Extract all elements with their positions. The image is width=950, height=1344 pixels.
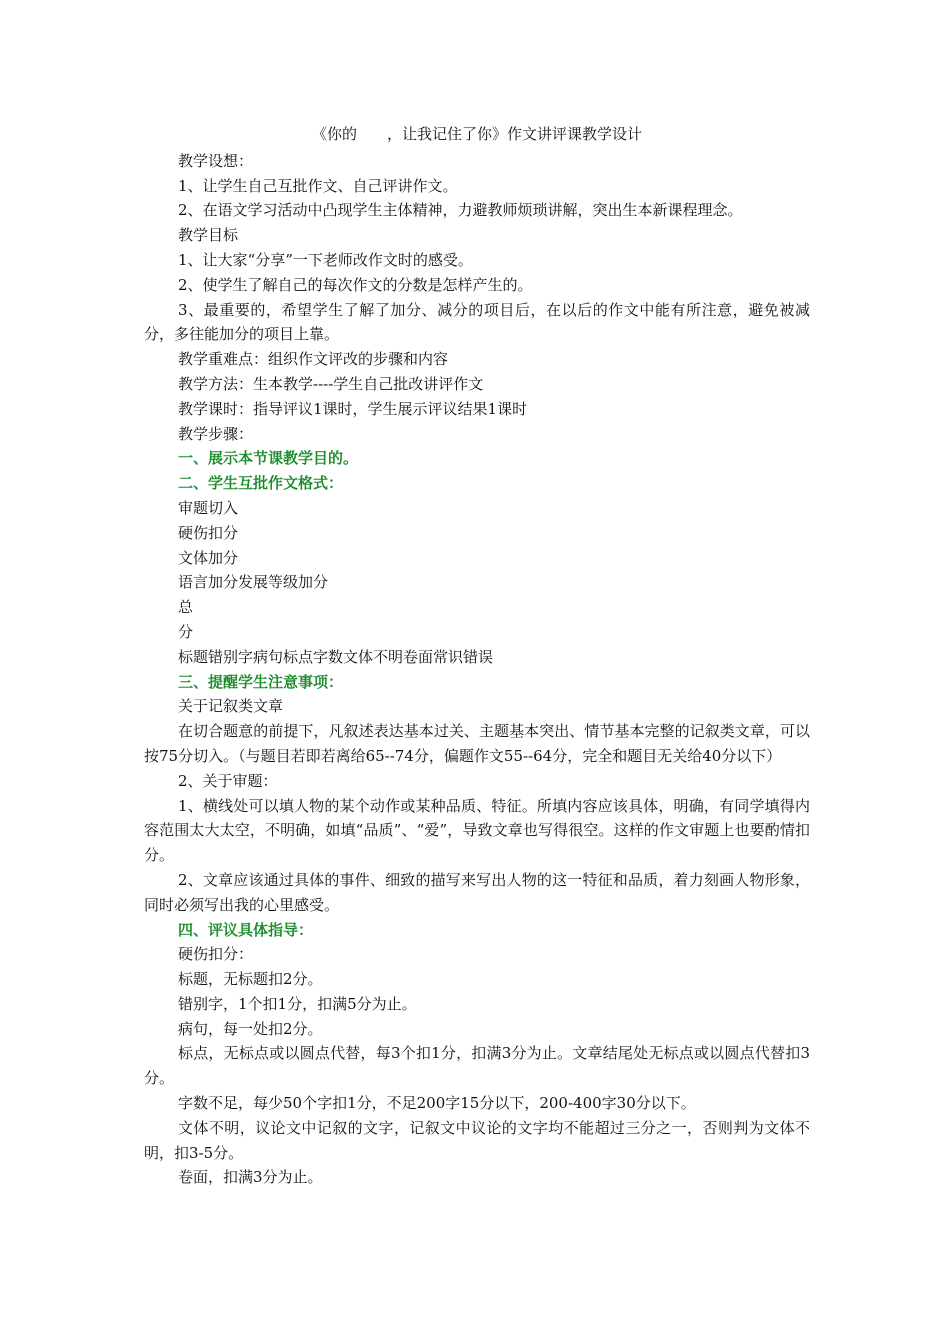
- document-body: [144, 149, 810, 1190]
- paragraph: 教学课时：指导评议1课时，学生展示评议结果1课时: [178, 399, 528, 418]
- paragraph: 2、在语文学习活动中凸现学生主体精神，力避教师烦琐讲解，突出生本新课程理念。: [178, 201, 743, 220]
- paragraph: 教学目标: [178, 226, 239, 245]
- paragraph: 文体不明，议论文中记叙的文字，记叙文中议论的文字均不能超过三分之一，否则判为文体不明，扣3-5分。: [144, 1118, 810, 1162]
- section-heading: 一、展示本节课教学目的。: [178, 449, 359, 468]
- paragraph: 病句，每一处扣2分。: [178, 1019, 323, 1038]
- paragraph: 2、文章应该通过具体的事件、细致的描写来写出人物的这一特征和品质，着力刻画人物形象，同时必须写出我的心里感受。: [144, 870, 810, 914]
- document-page: [144, 122, 810, 1190]
- paragraph: 1、横线处可以填人物的某个动作或某种品质、特征。所填内容应该具体，明确，有同学填得内容范围太大太空，不明确，如填“品质”、“爱”，导致文章也写得很空。这样的作文审题上也要酌情扣分。: [144, 796, 810, 865]
- document-title: 《你的 ，让我记住了你》作文讲评课教学设计: [311, 125, 642, 143]
- paragraph: 2、关于审题：: [178, 771, 278, 790]
- paragraph: 语言加分发展等级加分: [178, 573, 329, 592]
- paragraph: 教学重难点：组织作文评改的步骤和内容: [178, 350, 449, 369]
- section-heading: 四、评议具体指导：: [178, 920, 314, 939]
- paragraph: 字数不足，每少50个字扣1分，不足200字15分以下，200-400字30分以下。: [178, 1094, 696, 1113]
- paragraph: 关于记叙类文章: [178, 697, 284, 716]
- paragraph: 在切合题意的前提下，凡叙述表达基本过关、主题基本突出、情节基本完整的记叙类文章，可以按75分切入。（与题目若即若离给65--74分，偏题作文55--64分，完全和题目无关给40分以下）: [144, 722, 810, 765]
- paragraph: 1、让大家“分享”一下老师改作文时的感受。: [178, 250, 473, 269]
- paragraph: 标点，无标点或以圆点代替，每3个扣1分，扣满3分为止。文章结尾处无标点或以圆点代替扣3分。: [144, 1044, 810, 1088]
- paragraph: 分: [178, 622, 194, 641]
- paragraph: 2、使学生了解自己的每次作文的分数是怎样产生的。: [178, 275, 533, 294]
- paragraph: 3、最重要的，希望学生了解了加分、减分的项目后，在以后的作文中能有所注意，避免被减分，多往能加分的项目上靠。: [144, 300, 810, 344]
- paragraph: 审题切入: [178, 498, 239, 517]
- paragraph: 总: [178, 598, 194, 617]
- paragraph: 卷面，扣满3分为止。: [178, 1168, 323, 1187]
- paragraph: 错别字，1个扣1分，扣满5分为止。: [178, 994, 417, 1013]
- paragraph: 1、让学生自己互批作文、自己评讲作文。: [178, 176, 458, 195]
- paragraph: 硬伤扣分：: [178, 945, 254, 964]
- paragraph: 硬伤扣分: [178, 523, 239, 542]
- paragraph: 教学步骤：: [178, 424, 254, 443]
- paragraph: 教学方法：生本教学----学生自己批改讲评作文: [178, 374, 484, 393]
- paragraph: 文体加分: [178, 548, 239, 567]
- section-heading: 三、提醒学生注意事项：: [178, 672, 344, 691]
- section-heading: 二、学生互批作文格式：: [178, 474, 344, 493]
- paragraph: 标题，无标题扣2分。: [178, 970, 323, 989]
- paragraph: 教学设想：: [178, 151, 254, 170]
- paragraph: 标题错别字病句标点字数文体不明卷面常识错误: [178, 647, 494, 666]
